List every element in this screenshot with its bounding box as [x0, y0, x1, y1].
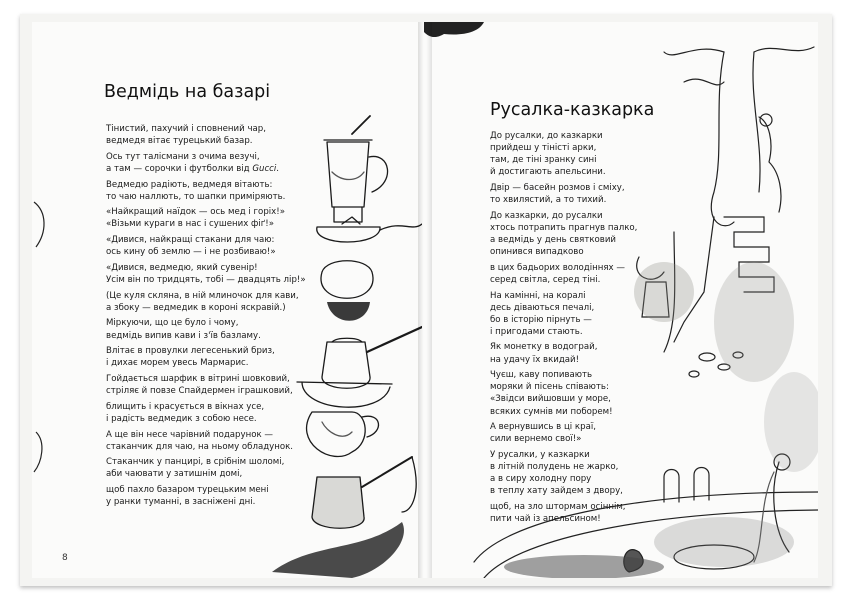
poem-stanza: До русалки, до казкарки прийдеш у тіністі арки, там, де тіні зранку сині й достигають апельсини.	[490, 131, 606, 178]
open-book	[20, 14, 832, 586]
poem-stanza: (Це куля скляна, в ній млиночок для кави, а збоку — ведмедик в короні яскравій.)	[106, 290, 299, 313]
right-page-title: Русалка-казкарка	[490, 100, 655, 120]
poem-stanza: «Дивися, ведмедю, який сувенір! Усім він по тридцять, тобі — двадцять лір!»	[106, 262, 306, 285]
left-page-title: Ведмідь на базарі	[104, 82, 271, 102]
teapot-tower-illustration-icon	[272, 112, 422, 578]
poem-stanza: Тінистий, пахучий і сповнений чар, ведмедя вітає турецький базар.	[106, 124, 266, 147]
poem-stanza: До казкарки, до русалки хтось потрапить прагнув палко, а ведмідь у день святковий опинився випадково	[490, 210, 638, 258]
edge-sketch-icon	[32, 192, 56, 492]
poem-stanza: Як монетку в водограй, на удачу їх вкидай!	[490, 342, 598, 365]
left-page	[32, 22, 425, 578]
poem-stanza: А вернувшись в ці краї, сили вернемо свої!»	[490, 422, 596, 445]
poem-stanza: А ще він несе чарівний подарунок — стаканчик для чаю, на ньому обладунок.	[106, 429, 294, 452]
poem-stanza: «Найкращий наїдок — ось мед і горіх!» «Візьми кураги в нас і сушених фіґ!»	[106, 207, 285, 230]
poem-stanza: Чуєш, каву попивають моряки й пісень співають: «Звідси вийшовши у море, всяких сумнів ми поборем!	[490, 370, 613, 417]
poem-stanza: блищить і красується в вікнах усе, і радість ведмедик з собою несе.	[106, 401, 265, 424]
poem-stanza: У русалки, у казкарки в літній полудень не жарко, а в сиру холодну пору в теплу хату зайдем з двору,	[490, 450, 623, 497]
page-number: 8	[62, 553, 68, 563]
poem-stanza: Влітає в провулки легесенький бриз, і дихає морем увесь Мармарис.	[106, 346, 275, 369]
courtyard-pool-mermaid-illustration-icon	[424, 22, 818, 578]
poem-stanza: На камінні, на коралі десь діваються печалі, бо в історію пірнуть — і пригодами стають.	[490, 290, 595, 337]
poem-stanza: щоб, на зло штормам осіннім, пити чай із апельсином!	[490, 501, 626, 525]
poem-stanza: Міркуючи, що це було і чому, ведмідь випив кави і з'їв базламу.	[106, 318, 261, 341]
right-page	[424, 22, 818, 578]
poem-stanza: в цих бадьорих володіннях — серед світла, серед тіні.	[490, 262, 625, 285]
poem-stanza: Стаканчик у панцирі, в срібнім шоломі, аби чаювати у затишнім домі,	[106, 457, 285, 480]
poem-stanza: Ось тут талісмани з очима везучі, а там — сорочки і футболки від Gucci.	[106, 151, 280, 174]
poem-stanza: Гойдається шарфик в вітрині шовковий, стріляє й повзе Спайдермен іграшковий,	[106, 374, 293, 397]
poem-stanza: Ведмедю радіють, ведмедя вітають: то чаю наллють, то шапки приміряють.	[106, 179, 286, 202]
poem-stanza: щоб пахло базаром турецьким мені у ранки туманні, в засніжені дні.	[106, 485, 269, 508]
poem-stanza: Двір — басейн розмов і сміху, то хвилястий, а то тихий.	[490, 182, 625, 206]
poem-stanza: «Дивися, найкращі стакани для чаю: ось кину об землю — і не розбиваю!»	[106, 235, 276, 258]
